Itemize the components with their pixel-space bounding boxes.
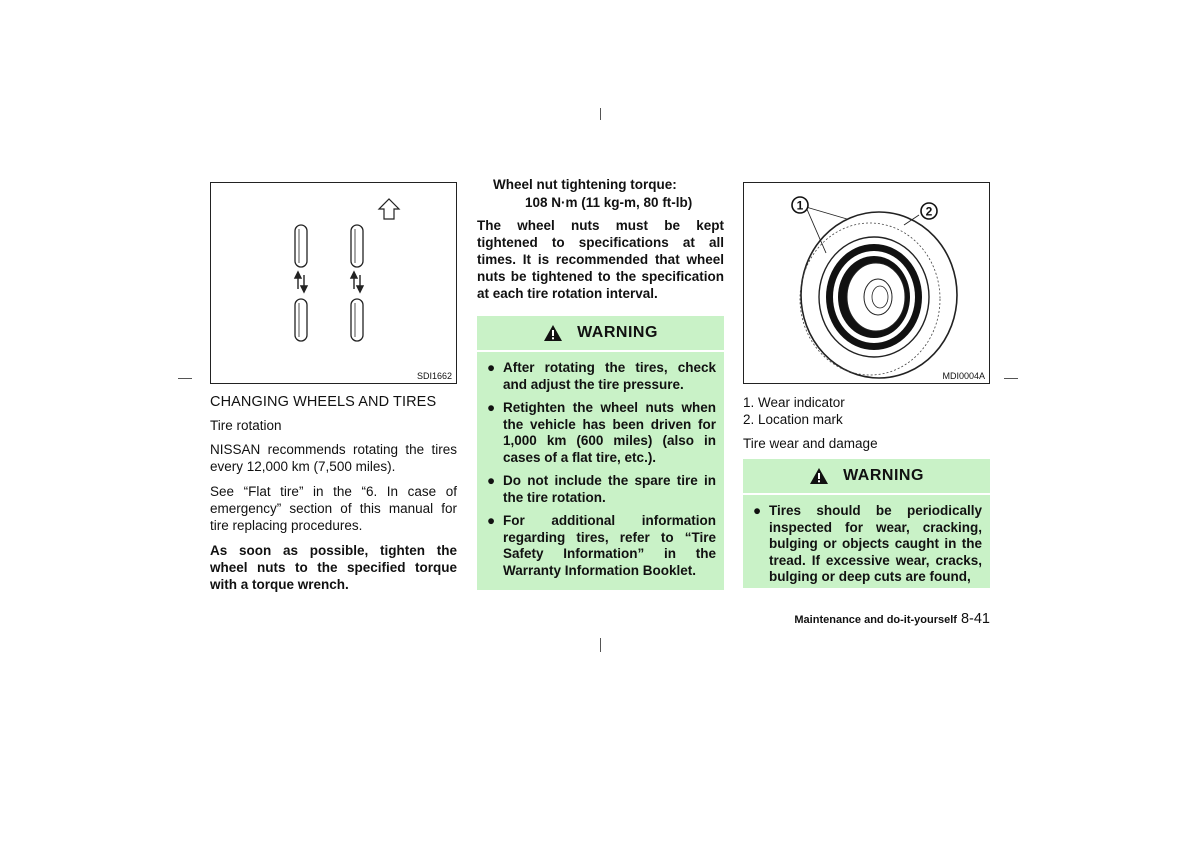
figure-code: MDI0004A: [942, 371, 985, 381]
tire-wear-figure: [743, 182, 990, 384]
paragraph-flat-tire-reference: See “Flat tire” in the “6. In case of emergency” section of this manual for tire replacing procedures.: [210, 484, 457, 533]
torque-label: Wheel nut tightening torque:: [493, 177, 677, 192]
warning-box: [743, 459, 990, 588]
column-right: [743, 182, 990, 588]
tire-rear-right-icon: [351, 299, 363, 341]
forward-arrow-icon: [379, 199, 399, 219]
right-crop-mark: [1004, 378, 1018, 379]
warning-title: WARNING: [843, 467, 924, 484]
torque-value: 108 N·m (11 kg-m, 80 ft-lb): [525, 195, 693, 210]
warning-triangle-icon: [809, 467, 829, 485]
callout-2-icon: [921, 203, 937, 219]
legend-item-location-mark: 2. Location mark: [743, 412, 843, 427]
warning-item: ● Retighten the wheel nuts when the vehicle has been driven for 1,000 km (600 miles) (also in cases of a flat tire, etc.).: [487, 400, 716, 465]
swap-arrow-right-icon: [351, 272, 363, 292]
figure-code: SDI1662: [416, 371, 452, 381]
paragraph-rotation-interval: NISSAN recommends rotating the tires every 12,000 km (7,500 miles).: [210, 442, 457, 474]
warning-item: ● After rotating the tires, check and adjust the tire pressure.: [487, 360, 716, 392]
warning-body: [743, 495, 990, 588]
warning-item: ● Do not include the spare tire in the tire rotation.: [487, 473, 716, 505]
warning-header: [477, 316, 724, 352]
page-number: 8-41: [960, 611, 990, 627]
subsection-heading: Tire wear and damage: [743, 436, 878, 451]
legend-item-wear-indicator: 1. Wear indicator: [743, 395, 845, 410]
top-crop-mark: [600, 108, 601, 120]
swap-arrow-left-icon: [295, 272, 307, 292]
callout-1-icon: [792, 197, 808, 213]
column-middle: [477, 176, 724, 590]
left-crop-mark: [178, 378, 192, 379]
section-heading: CHANGING WHEELS AND TIRES: [210, 394, 437, 410]
paragraph-tighten-nuts: As soon as possible, tighten the wheel nuts to the specified torque with a torque wrench.: [210, 543, 457, 592]
tire-front-right-icon: [351, 225, 363, 267]
svg-text:2: 2: [925, 204, 933, 219]
paragraph-wheel-nuts: The wheel nuts must be kept tightened to specifications at all times. It is recommended that wheel nuts be tightened to the specification at each tire rotation interval.: [477, 218, 724, 301]
warning-title: WARNING: [577, 324, 658, 341]
footer-section-title: Maintenance and do-it-yourself: [794, 614, 957, 626]
warning-box: [477, 316, 724, 590]
warning-body: [477, 352, 724, 590]
column-left: [210, 182, 457, 593]
warning-item: ● For additional information regarding tires, refer to “Tire Safety Information” in the Warranty Information Booklet.: [487, 513, 716, 578]
warning-triangle-icon: [543, 324, 563, 342]
tire-illustration: [744, 183, 989, 383]
tire-front-left-icon: [295, 225, 307, 267]
tire-rear-left-icon: [295, 299, 307, 341]
callout-legend: [743, 394, 990, 428]
svg-text:1: 1: [796, 198, 804, 213]
subsection-heading: Tire rotation: [210, 418, 282, 433]
tire-rotation-figure: [210, 182, 457, 384]
warning-item: ● Tires should be periodically inspected for wear, cracking, bulging or objects caught in the tread. If excessive wear, cracks, bulging or deep cuts are found,: [753, 503, 982, 584]
tire-rotation-diagram: [211, 183, 456, 383]
warning-header: [743, 459, 990, 495]
page-footer: [780, 610, 990, 628]
bottom-crop-mark: [600, 638, 601, 652]
